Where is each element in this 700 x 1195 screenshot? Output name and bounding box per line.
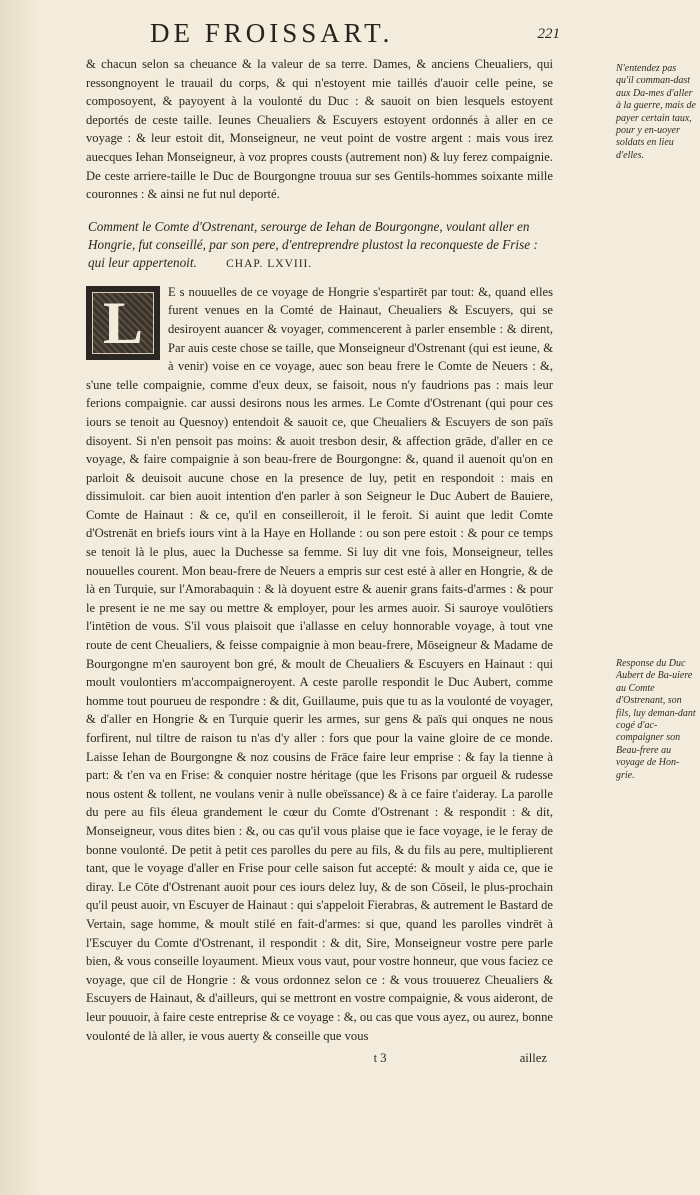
- page-header: [150, 18, 560, 54]
- chapter-number: CHAP. LXVIII.: [226, 257, 313, 270]
- paragraph-chapter-body: E s nouuelles de ce voyage de Hongrie s'espartirēt par tout: &, quand elles furent venues en la Comté de Hainaut, Cheualiers & Escuyers, qui se desiroyent auancer & voyager, commencerent à parler ensemble : & dirent, Par auis ceste chose se taille, que Monseigneur d'Ostrenant (qui est ieune, & à venir) voise en ce voyage, auec son beau frere le Comte de Neuers : &, s'une telle compaignie, comme d'eux deux, se faisoit, nous n'y faudrions pas : mais leur ferions compaignie. car aussi desirons nous les armes. Le Comte d'Ostrenant (qui pour ces iours se tenoit au Quesnoy) entendoit & sauoit ce, que Cheualiers & Escuyers de son païs disoyent. Si n'en pensoit pas moins: & auoit tresbon desir, & affection grāde, d'aller en ce voyage, & faire compaignie à son beau-frere de Bourgongne: &, quand il auenoit qu'on en parloit & deuisoit aucune chose en la presence de luy, petit en respondoit : mais en dissimuloit. car bien auoit intention d'en parler à son Seigneur le Duc Aubert de Bauiere, Comte de Hainaut : & ce, qu'il en conseilleroit, il le feroit. Si auint que ledit Comte d'Ostrenāt en briefs iours vint à la Haye en Hollande : ou son pere estoit : & pour ce temps se tenoit là le plus, auec la Duchesse sa femme. Si luy dit vne fois, Monseigneur, telles nouuelles courent. Mon beau-frere de Neuers a empris sur cest esté à aller en Hongrie, & de là en Turquie, sur l'Amorabaquin : & là doyuent estre & auenir grans faits-d'armes : & pour le present ie ne me say ou mettre & employer, pour les armes auoir. Si sauroye voulōtiers l'intētion de vous. S'il vous plaisoit que i'allasse en celuy honnorable voyage, à tout vne route de cent Cheualiers, & feisse compaignie à mon beau-frere, Mōseigneur & Madame de Bourgongne m'en sauroyent bon gré, & moult de Cheualiers & Escuyers en Hainaut : qui moult voulontiers m'accompaigneroyent. A ceste parolle respondit le Duc Aubert, comme homme tout pourueu de respondre : & dit, Guillaume, puis que tu as la voulonté de voyager, & d'aller en Hongrie & en Turquie querir les armes, sur gens & païs qui onques ne nous forfirent, nul tiltre de raison tu n'as d'y aller : fors que pour la vaine gloire de ce monde. Laisse Iehan de Bourgongne & noz cousins de Frāce faire leur emprise : & fay la tienne à part: & t'en va en Frise: & conquier nostre héritage (que les Frisons par orgueil & rudesse nous ostent & tollent, ne voulans venir à nulle obeïssance) & à ce faire t'aideray. La parolle du pere au fils éleua grandement le cœur du Comte d'Ostrenant : & respondit : & dit, Monseigneur, vous dites bien : &, ou cas qu'il vous plaise que ie face voyage, ie le feray de bonne voulonté. De petit à petit ces parolles du pere au fils, & du fils au pere, multiplierent tant, que le voyage d'aller en Frise pour celle saison fut accepté: & moult y aida ce, que ie diray. Le Cōte d'Ostrenant auoit pour ces iours delez luy, & de son Cōseil, le plus-prochain qu'il peust auoir, vn Escuyer de Hainaut : qui s'appeloit Fierabras, & autrement le Bastard de Vertain, sage homme, & moult stilé en fait-d'armes: si que, quand les parolles vindrēt à l'Escuyer du Comte d'Ostrenant, il respondit : & dit, Sire, Monseigneur vostre pere parle bien, & vous conseille loyaument. Mieux vous vaut, pour vostre honneur, que vous faciez ce voyage, que cil de Hongrie : & vous ordonnez selon ce : & vous trouuerez Cheualiers & Escuyers de Hainaut, & d'ailleurs, qui se mettront en vostre compaignie, & vous aideront, de leur pouuoir, à faire ceste entreprise & ce voyage : &, ou cas que vous ayez, ou aurez, bonne voulonté de là aller, ie vous auerty & conseille que vous: [86, 284, 553, 1043]
- drop-cap-letter: L: [102, 289, 144, 356]
- catchword: aillez: [519, 1051, 547, 1066]
- margin-note-response: Response du Duc Aubert de Ba-uiere au Comte d'Ostrenant, son fils, luy deman-dant cogé d'ac-compaigner son Beau-frere au voyage de Hon-grie.: [616, 658, 696, 781]
- page-gutter: [0, 0, 40, 1195]
- running-title: DE FROISSART.: [150, 18, 394, 48]
- main-text-block: [86, 55, 553, 1068]
- signature-mark: t 3: [373, 1051, 387, 1066]
- margin-note-taille: N'entendez pas qu'il comman-dast aux Da-mes d'aller à la guerre, mais de payer certain taux, pour y en-uoyer soldats en lieu d'elles.: [616, 63, 696, 161]
- page-footer: [86, 1049, 553, 1068]
- rubric-text: Comment le Comte d'Ostrenant, serourge de Iehan de Bourgongne, voulant aller en Hongrie, fut conseillé, par son pere, d'entreprendre plustost la reconqueste de Frise : qui leur appertenoit.: [88, 218, 538, 270]
- paragraph-opening: & chacun selon sa cheuance & la valeur de sa terre. Dames, & anciens Cheualiers, qui ressongnoyent le trauail du corps, & qui n'estoyent mie taillés d'auoir celle peine, se composoyent, & payoyent à la voulonté du Duc : & sauoit on bien lesquels estoyent deportés de ceste taille. Ieunes Cheualiers & Escuyers estoyent ordonnés à aller en ce voyage : & leur estoit dit, Monseigneur, ne veut point de vostre argent : mais vous irez auecques Iehan Monseigneur, à voz propres cousts (autrement non) & luy ferez compaignie. De ceste arriere-taille le Duc de Bourgongne trouua sur ses Gentils-hommes soixante mille couronnes : & ainsi ne fut nul deporté.: [86, 57, 553, 202]
- folio-number: 221: [537, 26, 560, 42]
- chapter-rubric: [86, 218, 553, 273]
- drop-cap-initial: [86, 286, 160, 360]
